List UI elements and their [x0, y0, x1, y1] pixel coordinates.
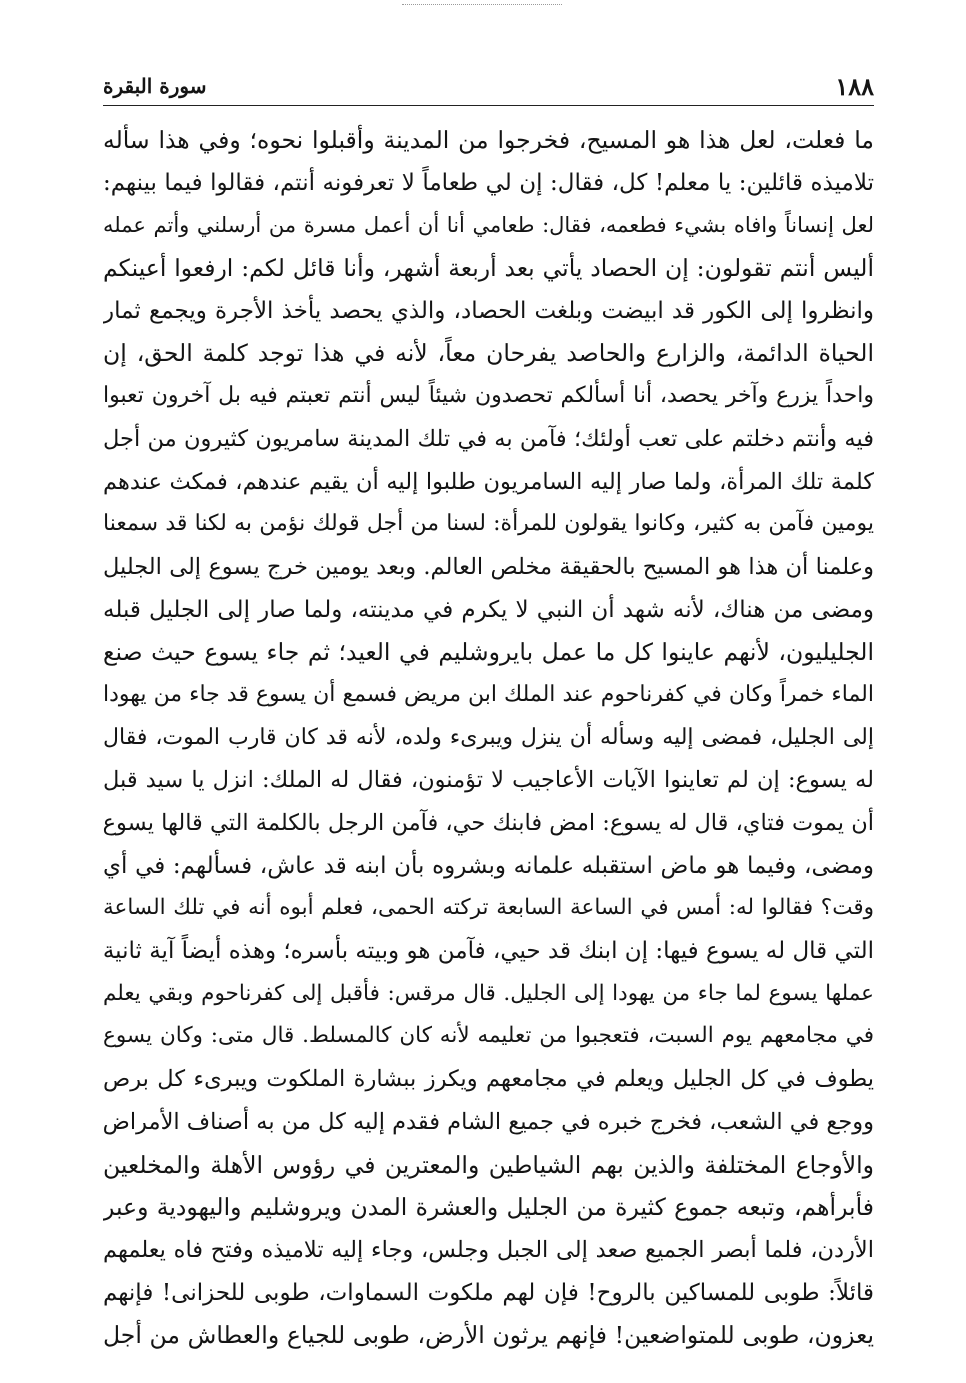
- text-line: أن يموت فتاي، قال له يسوع: امض فابنك حي، فآمن الرجل بالكلمة التي قالها يسوع: [103, 810, 874, 836]
- text-line: التي قال له يسوع فيها: إن ابنك قد حيي، فآمن هو وبيته بأسره؛ وهذه أيضاً آية ثانية: [103, 938, 874, 965]
- text-line: كلمة تلك المرأة، ولما صار إليه السامريون طلبوا إليه أن يقيم عندهم، فمكث عندهم: [103, 468, 874, 495]
- header-rule: [103, 105, 874, 106]
- running-title: سورة البقرة: [103, 74, 207, 98]
- text-line: يعزون، طوبى للمتواضعين! فإنهم يرثون الأرض، طوبى للجياع والعطاش من أجل: [103, 1321, 874, 1350]
- text-line: الحياة الدائمة، والزارع والحاصد يفرحان معاً، لأنه في هذا توجد كلمة الحق، إن: [103, 339, 874, 368]
- text-line: ومضى، وفيما هو ماض استقبله علمانه وبشروه بأن ابنه قد عاش، فسألهم: في أي: [103, 852, 874, 879]
- text-line: وانظروا إلى الكور قد ابيضت وبلغت الحصاد، والذي يحصد يأخذ الأجرة ويجمع ثمار: [103, 297, 874, 324]
- text-line: لعل إنساناً وافاه بشيء فطعمه، فقال: طعامي أنا أن أعمل مسرة من أرسلني وأتم عمله: [103, 213, 874, 238]
- text-line: يومين فآمن به كثير، وكانوا يقولون للمرأة: لسنا من أجل قولك نؤمن به لكنا قد سمعنا: [103, 511, 874, 537]
- text-line: والأوجاع المختلفة والذين بهم الشياطين والمعترين في رؤوس الأهلة والمخلعين: [103, 1150, 874, 1179]
- text-line: وعلمنا أن هذا هو المسيح بالحقيقة مخلص العالم. وبعد يومين خرج يسوع إلى الجليل: [103, 553, 874, 580]
- page-number: ١٨٨: [835, 72, 874, 101]
- text-line: له يسوع: إن لم تعاينوا الآيات الأعاجيب لا تؤمنون، فقال له الملك: انزل يا سيد قبل: [103, 767, 874, 794]
- text-line: إلى الجليل، فمضى إليه وسأله أن ينزل ويبرىء ولده، لأنه قد كان قارب الموت، فقال: [103, 724, 874, 750]
- text-line: في مجامعهم يوم السبت، فتعجبوا من تعليمه لأنه كان كالمسلط. قال متى: وكان يسوع: [103, 1023, 874, 1049]
- text-line: ما فعلت، لعل هذا هو المسيح، فخرجوا من المدينة وأقبلوا نحوه؛ وفي هذا سأله: [103, 126, 874, 154]
- text-line: عملها يسوع لما جاء من يهودا إلى الجليل. قال مرقس: فأقبل إلى كفرناحوم وبقي يعلم: [103, 980, 874, 1006]
- text-line: وقت؟ فقالوا له: أمس في الساعة السابعة تركته الحمى، فعلم أبوه أنه في تلك الساعة: [103, 895, 874, 921]
- text-line: الجليليون، لأنهم عاينوا كل ما عمل بايروشليم في العيد؛ ثم جاء يسوع حيث صنع: [103, 638, 874, 667]
- text-line: فيه وأنتم دخلتم على تعب أولئك؛ فآمن به في تلك المدينة سامريون كثيرون من أجل: [103, 425, 874, 452]
- scan-top-mark: [402, 4, 562, 5]
- text-line: ومضى من هناك، لأنه شهد أن النبي لا يكرم في مدينته، ولما صار إلى الجليل قبله: [103, 596, 874, 623]
- text-line: ووجع في الشعب، فخرج خبره في جميع الشام فقدم إليه كل من به أصناف الأمراض: [103, 1108, 874, 1135]
- text-line: قائلاً: طوبى للمساكين بالروح! فإن لهم ملكوت السماوات، طوبى للحزانى! فإنهم: [103, 1279, 874, 1306]
- text-line: أليس أنتم تقولون: إن الحصاد يأتي بعد أربعة أشهر، وأنا قائل لكم: ارفعوا أعينكم: [103, 254, 874, 283]
- body-text: [103, 119, 874, 1357]
- text-line: فأبرأهم، وتبعه جموع كثيرة من الجليل والعشرة المدن ويروشليم واليهودية وعبر: [103, 1193, 874, 1222]
- text-line: الماء خمراً وكان في كفرناحوم عند الملك ابن مريض فسمع أن يسوع قد جاء من يهودا: [103, 681, 874, 707]
- text-line: الأردن، فلما أبصر الجميع صعد إلى الجبل وجلس، وجاء إليه تلاميذه وفتح فاه يعلمهم: [103, 1236, 874, 1263]
- text-line: يطوف في كل الجليل ويعلم في مجامعهم ويكرز ببشارة الملكوت ويبرىء كل برص: [103, 1066, 874, 1093]
- text-line: تلاميذه قائلين: يا معلم! كل، فقال: إن لي طعاماً لا تعرفونه أنتم، فقالوا فيما بينهم:: [103, 169, 874, 196]
- text-line: واحداً يزرع وآخر يحصد، أنا أسألكم تحصدون شيئاً ليس أنتم تعبتم فيه بل آخرون تعبوا: [103, 383, 874, 409]
- page-header: [103, 70, 874, 106]
